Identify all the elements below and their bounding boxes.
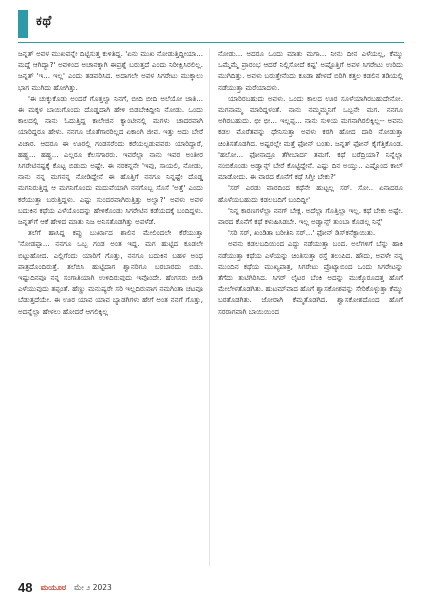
right-paragraph-4: 'ನಿನ್ನ ಕಾರಣಗಳೆಲ್ಲಾ ನನಗ್ ಬೇಕ್ಲ. ಅದೆಲ್ಲಾ ಗೊತ್ತಿಲ್ಲಾ ಇಲ್ಲ. ಕಥೆ ಬೇಕು ಅಷ್ಟೇ. ವಾರದ ಕೊನೆಗೆ ಕಥೆ ಕಳುಹಿಸಿಡಬೇ. ಇಲ್ಲ ಅಡ್ವಾನ್ಸ್ ತುಂಬಾ ಕೊಡಲ್ಲ ನಿನ್ಗೆ'	[218, 205, 403, 227]
section-accent-bar	[18, 10, 28, 38]
magazine-name: ಮಯೂರ	[40, 582, 67, 592]
left-paragraph-2: 'ಈ ಚುಕ್ಕುಕೊಡು ಅಂದರೆ ಗೊತ್ತಲ್ವಾ ನಿನಗೆ, ಬೀದಿ ಬೀದಿ ಅಲೆಯೋ ಜಾತಿ... ಈ ಮಕ್ಕಳ ಬಾಯಿಗೊಂದು ದೊಡ್ಡದಾಗಿ ಹೇಳಿ ಬಿಡಬೇಕಿದ್ದೀನಿ ನೋಡು. ಒಂದು ಕಾಲದಲ್ಲಿ ನಾನು ಓದುತ್ತಿದ್ದ ಕಾಲೇಜಿನ ಕ್ಯಾಂಟೀನಲ್ಲಿ ಮಗಳು ಚಾದರವಾಗಿ ಯಾರಿದ್ದರೂ ಹೇಳು. ನನಗೂ ಜೊತೆಗಾರರಿಲ್ಲದ ಏಕಾಂಗಿ ಜೀವ. ಇತ್ತು ಅದು ಬೇರೆ ವಿಚಾರ. ಆದರೂ ಈ ಊರಲ್ಲಿ ಗಂಡಸರೆಂದು ಕರೆಯಲ್ಪಡುವವರು ಯಾರಿದ್ದಾರೆ, ಹಹ್ಹ... ಹಹ್ಹ... ಎಲ್ಲರೂ ಕೆಲಸಗಾರರು. ಇವರೆಲ್ಲಾ ನಾನು ಇವರ ಅಂತೀರ ಸಿಗರೇಟಿನಷ್ಟಕ್ಕೆ ಕೊಟ್ಟ ಬಿಡುದು ಅಷ್ಟೇ. ಈ ನರಕನ್ನನೇ 'ಇವು, ಸಾಯಲಿ, ನೋಡು, ನಾನು ನನ್ನ ಮಗನನ್ನ ನೋಡಿದ್ದೇನೆ ಈ ಹೊತ್ತಿಗೆ ನನಗೂ ನಿನ್ನಷ್ಟೇ ದೊಡ್ಡ ಮಗನಿರುತ್ತಿದ್ದ ಆ ಮಗನಿಗೊಂದು ಮದುವೆಯಾಗಿ ನನಗೊಬ್ಬ ಸೊಸೆ 'ಅತ್ತೆ' ಎಂದು ಕರೆಯುತ್ತಾ ಬರುತ್ತಿದ್ದಳು. ಎಷ್ಟು ಸುಂದರವಾಗಿರುತ್ತಿತ್ತು ಅಲ್ವಾ?' ಅವಳು ಅವಳ ಬದುಕಿನ ಕಥೆಯ ಎಳೆಯೊಂದನ್ನು ಹೇಳಿಕೊಂಡು ಸಿಗರೇಟಿನ ಕಡೆಯದಕ್ಕೆ ಬಂದಿದ್ದಳು. ಜನ್ನತ್‌ಗೆ ಆಕೆ ಹೇಳಿದ ಮಾತು ನಿಜ ಅನಿಸತೊಡಗಿತ್ತು ಅವಳೆಡೆ.	[18, 93, 203, 227]
left-paragraph-3: ತಲೆಗೆ ಹಾಸಿದ್ದ ಕಪ್ಪು ಬುರ್ಖಾದ ಶಾಲಿನ ಮೇಲಿಂದಲೇ ಕೆರೆಯುತ್ತಾ 'ನೋಡಪ್ಪಾ... ನನಗೂ ಒಬ್ಬ ಗಂಡ ಅಂತ ಇದ್ದ. ಮಗ ಹುಟ್ಟಿದ ಕೂಡಲೇ ಬಿಟ್ಟುಹೋದ. ಎಲ್ಲಿಗೆಂದು ಯಾರಿಗೆ ಗೊತ್ತು, ನನಗೂ ಬದುಕಿನ ಬಹಳ ಅಂಧ ಪಾತ್ರದೊಂದಿರುತ್ತೆ. ತಲೆಬಿಸಿ ಹುಟ್ಟಿದಾಗ ಶ್ವಾನರಿಗೂ ಬರಬಾರದು ಬಿಡು. ಇಷ್ಟುದಿನವೂ ನನ್ನ ಸಂಗಾತಿಯಾಗಿ ಉಳಿದಿರುವುದು ಇವೊಂದೇ. ಹೆಂಗಸರು ಬೀಡಿ ಎಳೆಯುವುದು ತಪ್ಪಂತೆ. ಹೆಣ್ಣು ಮನುಷ್ಯರೇ ಸರಿ ಇಲ್ಲದಿರುವಾಗ ನಮಗಿಂತಾ ಚಟವೂ ಬೆಡುತ್ತದೆಯೇ. ಈ ಊರ ಯಾವ ಯಾವ ಬ್ಯಾಡಗಿಗಳು ಹೇಗೆ ಅಂತ ನನಗೆ ಗೊತ್ತು, ಅದನ್ನೆಲ್ಲಾ ಹೇಳಲು ಹೋದರೆ ಆಗಲಿಕ್ಕಿಲ್ಲ	[18, 228, 203, 316]
right-paragraph-5: 'ಸರಿ ಸರ್, ಖಂಡಿತಾ ಬರೀತಿನಿ ಸರ್...' ಫೋನ್ ಡಿಸ್‌ಕನೆಕ್ಟಾಯಿತು.	[228, 228, 376, 238]
left-paragraph-1: ಜನ್ನತ್‌ ಅವಳ ಮುಖವನ್ನೇ ದಿಟ್ಟಿಸುತ್ತ ಕುಳಿತಿದ್ದ. 'ಏನು ಮುಖ ನೋಡುತ್ತಿದ್ದೀಯಾ... ಮದ್ದೆ ಆಗಿದ್ಯಾ?' ಅವಳಿಂದ ಅಚಾನಕ್ಕಾಗಿ ಈಪ್ರಶ್ನೆ ಬರುತ್ತದೆ ಎಂದು ನಿರೀಕ್ಷಿಸಿರಲಿಲ್ಲ. ಜನ್ನತ್‌ 'ಇ... ಇಲ್ಲ' ಎಂದು ತಡವರಿಸಿದ. ಅದಾಗಲೇ ಅವಳ ಸಿಗರೇಟು ಮುಕ್ಕಾಲು ಭಾಗ ಮುಗಿದು ಹೋಗಿತ್ತು.	[18, 49, 203, 92]
right-paragraph-2: ಯಾರಿರಬಹುದು ಅವಳು. ಒಂದು ಕಾಲದ ಊರ ಸೂಳೆಯಾಗಿರಬಹುದೇನೋ. ಮಗನಾಮ್ಮ ಮಾರಿದ್ದಳಂತೆ. ನಾನು ನಮ್ಮಮ್ಮನಿಗೆ ಒಬ್ಬನೇ ಮಗ. ನನಗೂ ಅಗಿರಬಹುದು. ಛೀ ಛೀ... ಇಲ್ಲಪ್ಪ... ನಾನು ಸುಳಿಯ ಮಗನಾಗಿರಲಿಕ್ಕಿಲ್ಲ-- ಅವನು ಕಡಲ ಮೊರೆತವನ್ನು ಧೇನಿಸುತ್ತಾ ಅವಳು ಕರಗಿ ಹೋದ ದಾರಿ ನೋಡುತ್ತಾ ಚಿಂತಿಸತೊಡಗಿದ. ಅಷ್ಟರಲ್ಲೇ ಮತ್ತೆ ಫೋನ್ ಬಂತು. ಜನ್ನತ್‌ ಫೋನ್ ಕೈಗೆತ್ತಿಕೊಂಡ. 'ಹಲೋ... ಫೋನಾದ್ರೂ ತೆಗೀಬಾರ್ದ ತಮಗೆ. ಕಥೆ ಬರೆದ್ರಿಯಾ? ನಿನ್ನೆಲ್ಲಾ ನಂಬಿಕೊಂಡು ಅಡ್ವಾನ್ಸ್ ಬೇರೆ ಕೊಟ್ಟಿದ್ದೇನೆ. ಎಷ್ಟು ದಿನ ಅಯ್ತು.. ಎಷ್ಟೊಂದ ಕಾಲ್ ಮಾಡೋದು. ಈ ವಾರದ ಕೊನೆಗೆ ಕಥೆ ಸಿಗ್ತೀ ಬೇಕು?'	[218, 93, 403, 182]
right-paragraph-6: ಅವನು ಕಡಲಬದಿಯಿಂದ ಎದ್ದು ನಡೆಯುತ್ತಾ ಬಂದ. ಅಲೆಗಳಿಗೆ ಬೆನ್ನು ಹಾಕಿ ನಡೆಯುತ್ತಾ ಕಥೆಯ ಎಳೆಯನ್ನು ಚಿಂತಿಸುತ್ತಾ ರಸ್ತೆ ತಲುಪಿದ. ಹೌದು, ಅವಳೇ ನನ್ನ ಮುಂದಿನ ಕಥೆಯ ಮುಖ್ಯಪಾತ್ರ, ಸಿಗರೇಟು ಪ್ರೊಟ್ಯಾಬಿಂದ ಒಂದು ಸಿಗರೇಟನ್ನು ತೆಗೆದು ತುಟಿಗಿರಿಸಿದ. ಸಿಗರ್ ಲೈಟರ ಬೆಂಕಿ ಅದನ್ನು ಮುಕ್ಕೊರೂದತ್ತ ಹೊಗೆ ಮೇಲೇಳತೊಡಗಿತು. ಹುಟಮ್‌ವಾದ ಹೊಗೆ ಶ್ವಾಸಕೋಶವನ್ನು ಸೇರಿಕೊಳ್ಳುತ್ತಾ ಕೆಮ್ಮು ಬರತೊಡಗಿತು. ಜೋರಾಗಿ ಕೆಮ್ಮತೊಡಗಿದ. ಶ್ವಾಸಕೋಶದೊಂದ ಹೊಗೆ ಸರರಾಗವಾಗಿ ಬಾಯಿಯಿಂದ	[218, 239, 403, 316]
left-text-column	[18, 48, 203, 566]
section-label: ಕಥೆ	[36, 14, 52, 29]
right-text-column	[218, 48, 403, 566]
issue-date: ಮೇ ೨ 2023	[74, 582, 112, 592]
page-footer	[18, 577, 112, 593]
right-paragraph-3: 'ಸರ್ ಎರಡು ವಾರದಿಂದ ಕಥೆನೇ ಹುಟ್ಟಲ್ಲ ಸರ್. ಸೋ.. ಏನಾದರೂ ಹೊಳೆಯಬಹುದು ಕಡಲಬದಿಗೆ ಬಂದಿದ್ದೀ'	[218, 183, 403, 204]
right-paragraph-1: ನೋಡು... ಅದರೂ ಒಂದು ಮಾತು ಮಗಾ... ನೀನು ದೀನ ಎಳೆಯಲ್ಲ, ಕೆಮ್ಮು ಒಮ್ಮೆಮ್ಮೆ ಪ್ರಾರಂಭ ಆದರೆ ನಿಲ್ಲಿಸೋದೆ ಕಷ್ಟ' ಅಷ್ಟೊತ್ತಿಗೆ ಅವಳ ಸಿಗರೇಟು ಉರಿದು ಮುಗಿದಿತ್ತು. ಅವಳು ಬರುತ್ತೇನೆಂದು ಕೂಡಾ ಹೇಳದೆ ಬಿರಿಗಿ ಕತ್ತಲ ಕಡಲಿನ ತಡಿಯಲ್ಲಿ ನಡೆಯುತ್ತಾ ಮರೆಯಾದಳು.	[218, 49, 403, 92]
section-header	[18, 10, 404, 38]
header-divider	[18, 42, 404, 43]
page-number: 48	[18, 580, 33, 595]
column-divider	[209, 48, 210, 566]
